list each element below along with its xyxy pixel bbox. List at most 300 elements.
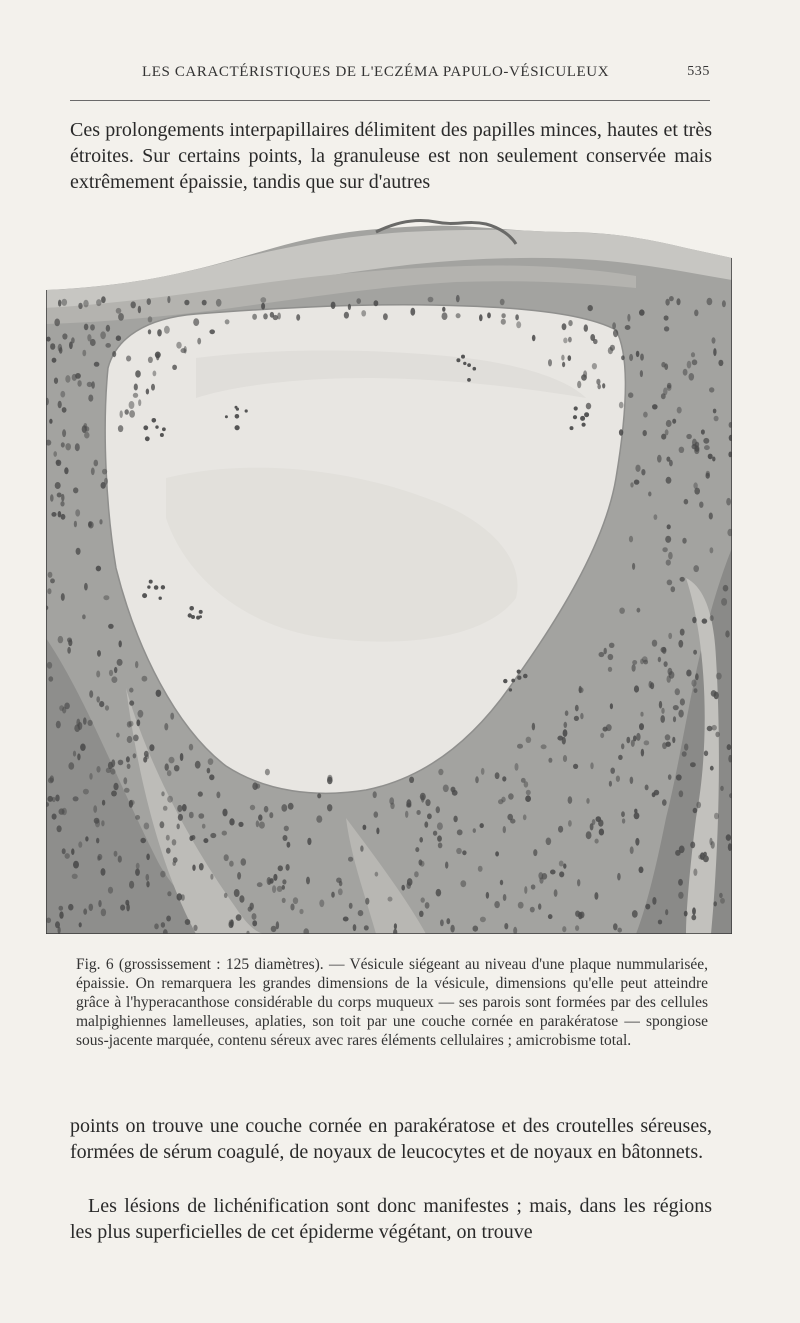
nucleus bbox=[445, 862, 448, 869]
nucleus bbox=[394, 923, 397, 929]
nucleus bbox=[288, 803, 294, 810]
nucleus bbox=[101, 820, 104, 826]
nucleus bbox=[495, 772, 500, 779]
nucleus bbox=[193, 925, 197, 931]
nucleus bbox=[604, 648, 607, 655]
nucleus bbox=[662, 799, 667, 806]
nucleus bbox=[596, 816, 602, 822]
nucleus bbox=[108, 887, 113, 894]
nucleus bbox=[248, 907, 252, 912]
vesicle-cell bbox=[154, 585, 159, 590]
nucleus bbox=[96, 299, 101, 306]
nucleus bbox=[548, 914, 553, 919]
nucleus bbox=[562, 323, 567, 330]
nucleus bbox=[594, 892, 598, 900]
nucleus bbox=[626, 737, 630, 744]
nucleus bbox=[443, 785, 449, 793]
nucleus bbox=[389, 797, 394, 805]
nucleus bbox=[711, 841, 715, 849]
nucleus bbox=[473, 926, 479, 932]
nucleus bbox=[135, 815, 140, 820]
nucleus bbox=[668, 774, 672, 780]
nucleus bbox=[136, 719, 140, 726]
nucleus bbox=[222, 809, 227, 817]
nucleus bbox=[457, 829, 463, 835]
nucleus bbox=[658, 657, 661, 662]
nucleus bbox=[62, 429, 66, 437]
nucleus bbox=[562, 926, 566, 932]
nucleus bbox=[257, 882, 263, 887]
nucleus bbox=[667, 385, 672, 391]
vesicle-cell bbox=[143, 425, 148, 430]
nucleus bbox=[613, 923, 618, 930]
vesicle-cell bbox=[155, 425, 158, 428]
nucleus bbox=[714, 416, 719, 422]
nucleus bbox=[700, 852, 705, 860]
nucleus bbox=[500, 880, 503, 885]
nucleus bbox=[172, 839, 177, 845]
nucleus bbox=[652, 640, 657, 647]
nucleus bbox=[96, 566, 101, 572]
nucleus bbox=[164, 326, 170, 334]
nucleus bbox=[178, 814, 183, 821]
vesicle-cell bbox=[235, 425, 240, 430]
nucleus bbox=[60, 391, 65, 398]
nucleus bbox=[99, 701, 104, 707]
nucleus bbox=[138, 399, 141, 406]
nucleus bbox=[363, 825, 367, 830]
nucleus bbox=[134, 384, 138, 391]
nucleus bbox=[526, 737, 532, 743]
nucleus bbox=[360, 845, 363, 851]
nucleus bbox=[475, 776, 479, 783]
nucleus bbox=[59, 911, 63, 918]
nucleus bbox=[202, 824, 206, 829]
nucleus bbox=[105, 705, 109, 710]
nucleus bbox=[164, 723, 168, 730]
nucleus bbox=[409, 777, 414, 783]
nucleus bbox=[639, 867, 644, 874]
nucleus bbox=[71, 848, 74, 855]
nucleus bbox=[517, 744, 523, 749]
nucleus bbox=[667, 580, 673, 586]
nucleus bbox=[541, 744, 547, 749]
nucleus bbox=[78, 841, 82, 847]
nucleus bbox=[136, 863, 140, 869]
vesicle-cell bbox=[517, 676, 521, 680]
nucleus bbox=[686, 434, 692, 439]
nucleus bbox=[415, 847, 419, 852]
nucleus bbox=[427, 813, 432, 819]
nucleus bbox=[192, 865, 195, 871]
nucleus bbox=[438, 769, 443, 775]
nucleus bbox=[595, 839, 599, 844]
nucleus bbox=[57, 493, 62, 498]
nucleus bbox=[676, 774, 682, 780]
nucleus bbox=[621, 743, 624, 749]
nucleus bbox=[533, 849, 537, 856]
nucleus bbox=[559, 861, 564, 867]
nucleus bbox=[239, 895, 244, 902]
nucleus bbox=[628, 392, 633, 398]
nucleus bbox=[361, 310, 366, 316]
nucleus bbox=[96, 671, 100, 678]
nucleus bbox=[74, 521, 77, 528]
nucleus bbox=[83, 908, 87, 914]
vesicle-cell bbox=[503, 679, 507, 683]
nucleus bbox=[630, 482, 633, 487]
nucleus bbox=[401, 885, 405, 891]
nucleus bbox=[503, 826, 506, 833]
nucleus bbox=[662, 547, 667, 552]
nucleus bbox=[640, 370, 643, 377]
vesicle-cell bbox=[235, 414, 240, 419]
nucleus bbox=[666, 420, 672, 427]
nucleus bbox=[77, 753, 80, 760]
nucleus bbox=[94, 460, 99, 467]
nucleus bbox=[714, 813, 719, 820]
nucleus bbox=[610, 345, 615, 351]
nucleus bbox=[365, 898, 369, 905]
nucleus bbox=[68, 639, 72, 646]
nucleus bbox=[687, 361, 692, 369]
nucleus bbox=[59, 347, 63, 354]
nucleus bbox=[631, 740, 635, 747]
nucleus bbox=[197, 338, 201, 345]
nucleus bbox=[127, 736, 133, 743]
nucleus bbox=[166, 848, 171, 854]
vesicle-cell bbox=[199, 610, 203, 614]
nucleus bbox=[609, 643, 615, 648]
nucleus bbox=[83, 789, 89, 795]
nucleus bbox=[559, 871, 564, 877]
nucleus bbox=[113, 783, 118, 791]
nucleus bbox=[307, 838, 311, 845]
nucleus bbox=[147, 298, 151, 305]
nucleus bbox=[317, 793, 321, 798]
nucleus bbox=[110, 769, 115, 775]
nucleus bbox=[58, 300, 61, 307]
nucleus bbox=[665, 299, 669, 306]
nucleus bbox=[189, 812, 194, 819]
nucleus bbox=[87, 382, 93, 387]
page-number: 535 bbox=[687, 64, 710, 79]
nucleus bbox=[686, 670, 691, 677]
nucleus bbox=[630, 846, 634, 854]
nucleus bbox=[129, 800, 133, 808]
nucleus bbox=[407, 878, 413, 886]
nucleus bbox=[131, 301, 136, 308]
vesicle-cell bbox=[225, 415, 228, 418]
nucleus bbox=[146, 874, 150, 881]
nucleus bbox=[82, 614, 86, 619]
nucleus bbox=[64, 467, 68, 474]
nucleus bbox=[577, 381, 581, 388]
vesicle-cell bbox=[467, 378, 471, 382]
nucleus bbox=[127, 721, 132, 727]
nucleus bbox=[632, 664, 636, 672]
nucleus bbox=[293, 897, 298, 904]
nucleus bbox=[677, 407, 682, 414]
nucleus bbox=[639, 723, 644, 730]
nucleus bbox=[446, 918, 450, 924]
nucleus bbox=[563, 863, 566, 868]
nucleus bbox=[508, 793, 514, 799]
nucleus bbox=[691, 680, 696, 687]
nucleus bbox=[80, 744, 86, 751]
nucleus bbox=[715, 732, 719, 738]
nucleus bbox=[234, 889, 240, 897]
nucleus bbox=[693, 808, 698, 813]
nucleus bbox=[720, 898, 725, 904]
nucleus bbox=[102, 469, 107, 475]
nucleus bbox=[348, 857, 353, 862]
nucleus bbox=[679, 846, 685, 854]
nucleus bbox=[568, 320, 572, 326]
nucleus bbox=[148, 357, 153, 363]
nucleus bbox=[414, 871, 419, 877]
nucleus bbox=[69, 342, 73, 350]
nucleus bbox=[703, 438, 709, 444]
nucleus bbox=[568, 337, 572, 343]
nucleus bbox=[94, 818, 100, 824]
nucleus bbox=[405, 811, 408, 818]
nucleus bbox=[565, 710, 569, 716]
nucleus bbox=[650, 682, 654, 689]
nucleus bbox=[76, 548, 81, 555]
nucleus bbox=[117, 659, 123, 666]
nucleus bbox=[210, 874, 213, 880]
nucleus bbox=[584, 324, 588, 331]
nucleus bbox=[639, 309, 645, 315]
vesicle-cell bbox=[152, 418, 157, 423]
vesicle-cell bbox=[142, 593, 147, 598]
nucleus bbox=[586, 831, 592, 839]
nucleus bbox=[129, 881, 134, 889]
nucleus bbox=[146, 389, 149, 395]
nucleus bbox=[600, 733, 604, 738]
nucleus bbox=[421, 795, 424, 803]
nucleus bbox=[660, 715, 665, 723]
nucleus bbox=[112, 351, 116, 357]
nucleus bbox=[47, 662, 52, 669]
nucleus bbox=[658, 920, 662, 925]
nucleus bbox=[273, 874, 277, 881]
nucleus bbox=[661, 434, 666, 440]
nucleus bbox=[568, 796, 573, 804]
nucleus bbox=[669, 296, 674, 301]
nucleus bbox=[97, 856, 100, 861]
nucleus bbox=[727, 744, 732, 750]
nucleus bbox=[710, 547, 714, 553]
nucleus bbox=[290, 904, 294, 911]
nucleus bbox=[224, 854, 229, 861]
nucleus bbox=[58, 511, 62, 517]
vesicle-cell bbox=[517, 670, 521, 674]
nucleus bbox=[138, 306, 141, 314]
nucleus bbox=[713, 348, 716, 356]
nucleus bbox=[160, 821, 165, 828]
nucleus bbox=[82, 350, 86, 357]
nucleus bbox=[316, 815, 322, 822]
nucleus bbox=[229, 818, 234, 825]
vesicle-cell bbox=[467, 363, 471, 367]
nucleus bbox=[643, 430, 647, 436]
nucleus bbox=[172, 365, 177, 370]
nucleus bbox=[692, 907, 696, 915]
nucleus bbox=[114, 667, 117, 673]
nucleus bbox=[616, 776, 620, 782]
header-rule bbox=[70, 100, 710, 101]
nucleus bbox=[276, 921, 279, 929]
nucleus bbox=[114, 851, 118, 857]
nucleus bbox=[675, 688, 680, 695]
nucleus bbox=[47, 588, 51, 594]
nucleus bbox=[169, 757, 175, 764]
nucleus bbox=[343, 917, 349, 922]
nucleus bbox=[319, 900, 324, 908]
nucleus bbox=[84, 583, 88, 591]
nucleus bbox=[165, 763, 169, 770]
nucleus bbox=[694, 310, 698, 317]
nucleus bbox=[596, 379, 600, 385]
nucleus bbox=[643, 412, 648, 418]
nucleus bbox=[373, 791, 377, 798]
nucleus bbox=[712, 725, 717, 731]
nucleus bbox=[661, 393, 666, 399]
nucleus bbox=[574, 716, 579, 721]
nucleus bbox=[142, 676, 148, 682]
nucleus bbox=[644, 740, 650, 745]
nucleus bbox=[525, 795, 531, 802]
nucleus bbox=[48, 572, 53, 578]
nucleus bbox=[49, 419, 52, 424]
nucleus bbox=[177, 824, 180, 830]
nucleus bbox=[148, 329, 151, 334]
nucleus bbox=[100, 331, 106, 339]
nucleus bbox=[632, 910, 638, 918]
nucleus bbox=[356, 298, 361, 304]
nucleus bbox=[123, 777, 127, 784]
nucleus bbox=[726, 834, 731, 841]
nucleus bbox=[568, 355, 572, 361]
nucleus bbox=[599, 652, 605, 657]
nucleus bbox=[641, 749, 644, 757]
nucleus bbox=[672, 737, 675, 743]
nucleus bbox=[507, 814, 513, 821]
nucleus bbox=[62, 707, 66, 714]
nucleus bbox=[557, 736, 563, 741]
nucleus bbox=[198, 791, 203, 796]
nucleus bbox=[62, 299, 68, 306]
nucleus bbox=[156, 690, 162, 697]
nucleus bbox=[89, 773, 92, 780]
nucleus bbox=[55, 795, 59, 802]
nucleus bbox=[579, 687, 584, 693]
nucleus bbox=[668, 633, 672, 639]
nucleus bbox=[58, 401, 62, 409]
nucleus bbox=[577, 879, 580, 886]
nucleus bbox=[640, 712, 643, 717]
nucleus bbox=[678, 892, 683, 899]
nucleus bbox=[229, 920, 234, 926]
nucleus bbox=[375, 872, 379, 877]
nucleus bbox=[501, 313, 505, 318]
nucleus bbox=[65, 443, 71, 450]
nucleus bbox=[207, 768, 211, 774]
vesicle-cell bbox=[509, 688, 512, 691]
nucleus bbox=[50, 343, 55, 350]
nucleus bbox=[473, 828, 476, 833]
nucleus bbox=[665, 909, 668, 915]
nucleus bbox=[456, 313, 461, 318]
nucleus bbox=[673, 705, 679, 710]
nucleus bbox=[135, 370, 141, 377]
nucleus bbox=[635, 838, 639, 846]
vesicle-cell bbox=[162, 427, 166, 431]
nucleus bbox=[704, 751, 708, 757]
nucleus bbox=[306, 877, 310, 885]
nucleus bbox=[725, 630, 729, 637]
nucleus bbox=[690, 762, 696, 767]
nucleus bbox=[632, 660, 637, 665]
nucleus bbox=[157, 329, 162, 336]
nucleus bbox=[299, 909, 303, 914]
vesicle-cell bbox=[456, 358, 460, 362]
nucleus bbox=[74, 724, 80, 732]
nucleus bbox=[72, 874, 78, 879]
nucleus bbox=[272, 885, 276, 893]
nucleus bbox=[709, 387, 714, 392]
nucleus bbox=[88, 395, 93, 402]
nucleus bbox=[161, 922, 165, 928]
nucleus bbox=[181, 348, 187, 353]
nucleus bbox=[102, 800, 105, 806]
body-paragraph-top: Ces prolongements interpapillaires délimitent des papilles minces, hautes et très étroites. Sur certains points, la granuleuse est non seulement conservée mais extrêmement épaissie, tandis que sur d'autres bbox=[70, 119, 712, 193]
nucleus bbox=[550, 870, 556, 875]
nucleus bbox=[229, 861, 234, 867]
nucleus bbox=[146, 854, 150, 861]
vesicle-cell bbox=[580, 416, 585, 421]
nucleus bbox=[548, 359, 552, 366]
nucleus bbox=[283, 835, 288, 841]
nucleus bbox=[634, 480, 640, 485]
nucleus bbox=[723, 585, 729, 592]
nucleus bbox=[125, 409, 129, 415]
nucleus bbox=[460, 880, 466, 887]
nucleus bbox=[224, 893, 228, 898]
nucleus bbox=[101, 909, 106, 917]
nucleus bbox=[265, 769, 270, 776]
nucleus bbox=[691, 352, 695, 357]
nucleus bbox=[73, 487, 78, 493]
nucleus bbox=[264, 806, 269, 813]
nucleus bbox=[195, 761, 201, 769]
nucleus bbox=[109, 670, 113, 676]
nucleus bbox=[531, 884, 536, 889]
nucleus bbox=[532, 723, 535, 731]
nucleus bbox=[632, 563, 635, 570]
nucleus bbox=[138, 710, 144, 718]
nucleus bbox=[277, 886, 283, 892]
nucleus bbox=[327, 804, 332, 811]
nucleus bbox=[374, 811, 379, 817]
nucleus bbox=[521, 778, 526, 783]
nucleus bbox=[89, 904, 94, 911]
nucleus bbox=[388, 897, 393, 902]
nucleus bbox=[258, 814, 262, 820]
nucleus bbox=[126, 756, 130, 762]
